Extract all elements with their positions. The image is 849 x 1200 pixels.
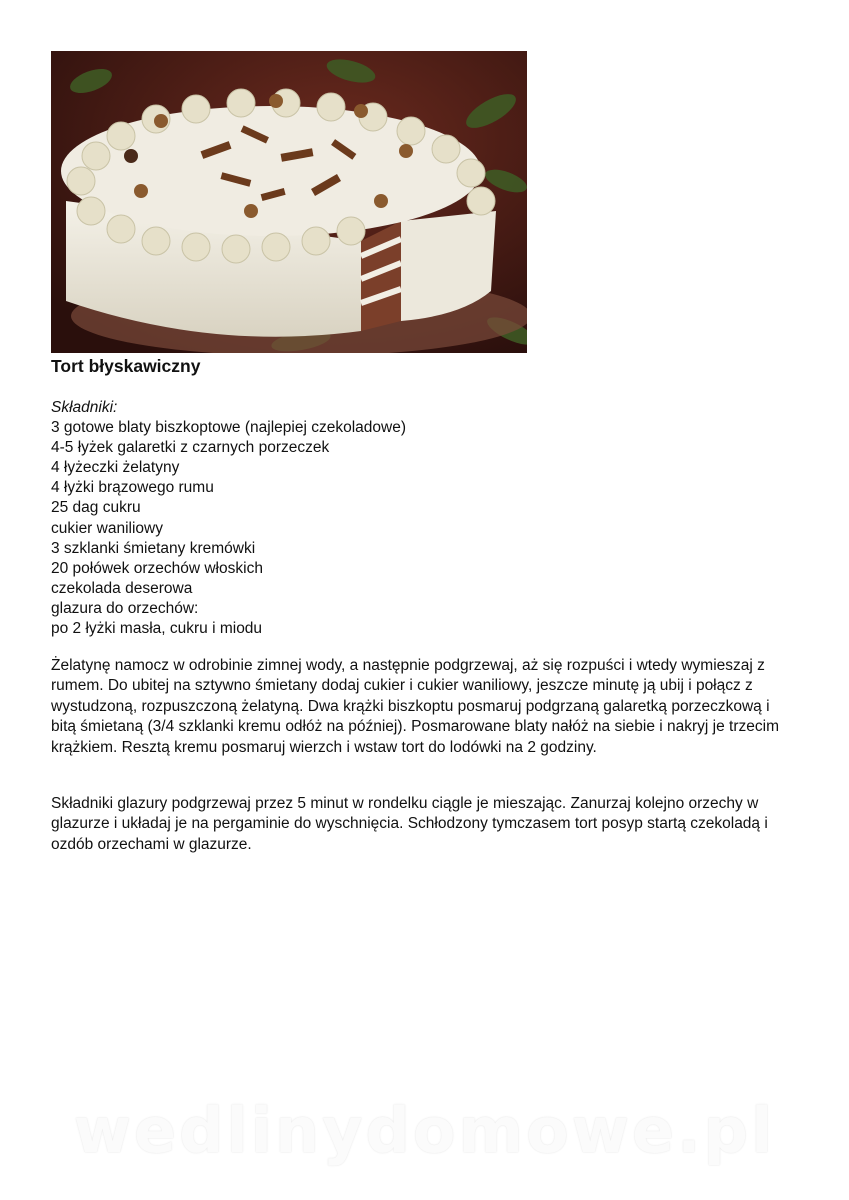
ingredient-item: 4 łyżeczki żelatyny xyxy=(51,459,180,477)
ingredient-item: glazura do orzechów: xyxy=(51,599,199,617)
glaze-paragraph: Składniki glazury podgrzewaj przez 5 minut w rondelku ciągle je mieszając. Zanurzaj kolejno orzechy w glazurze i układaj je na pergaminie do wyschnięcia. Schłodzony tymczasem tort posyp startą czekoladą i ozdób orzechami w glazurze. xyxy=(51,795,768,853)
ingredients-label: Składniki: xyxy=(51,399,118,416)
cake-photo xyxy=(51,51,527,353)
ingredients-section xyxy=(51,398,791,639)
recipe-title: Tort błyskawiczny xyxy=(51,356,201,376)
watermark: wedlinydomowe.pl xyxy=(73,1094,776,1167)
ingredient-item: czekolada deserowa xyxy=(51,579,193,597)
ingredient-item: 4-5 łyżek galaretki z czarnych porzeczek xyxy=(51,439,330,457)
ingredient-item: 3 szklanki śmietany kremówki xyxy=(51,539,256,557)
instructions-paragraph: Żelatynę namocz w odrobinie zimnej wody, a następnie podgrzewaj, aż się rozpuści i wtedy wymieszaj z rumem. Do ubitej na sztywno śmietany dodaj cukier i cukier waniliowy, jeszcze minutę ją ubij i połącz z wystudzoną, rozpuszczoną żelatyną. Dwa krążki biszkoptu posmaruj podgrzaną galaretką porzeczkową i bitą śmietaną (3/4 szklanki kremu odłóż na później). Posmarowane blaty nałóż na siebie i nakryj je trzecim krążkiem. Resztą kremu posmaruj wierzch i wstaw tort do lodówki na 2 godziny. xyxy=(51,657,779,756)
ingredient-item: po 2 łyżki masła, cukru i miodu xyxy=(51,620,263,638)
ingredient-item: 3 gotowe blaty biszkoptowe (najlepiej czekoladowe) xyxy=(51,419,406,437)
ingredient-item: 25 dag cukru xyxy=(51,499,141,517)
ingredient-item: 20 połówek orzechów włoskich xyxy=(51,559,263,577)
ingredient-item: 4 łyżki brązowego rumu xyxy=(51,479,214,497)
ingredient-item: cukier waniliowy xyxy=(51,519,163,537)
